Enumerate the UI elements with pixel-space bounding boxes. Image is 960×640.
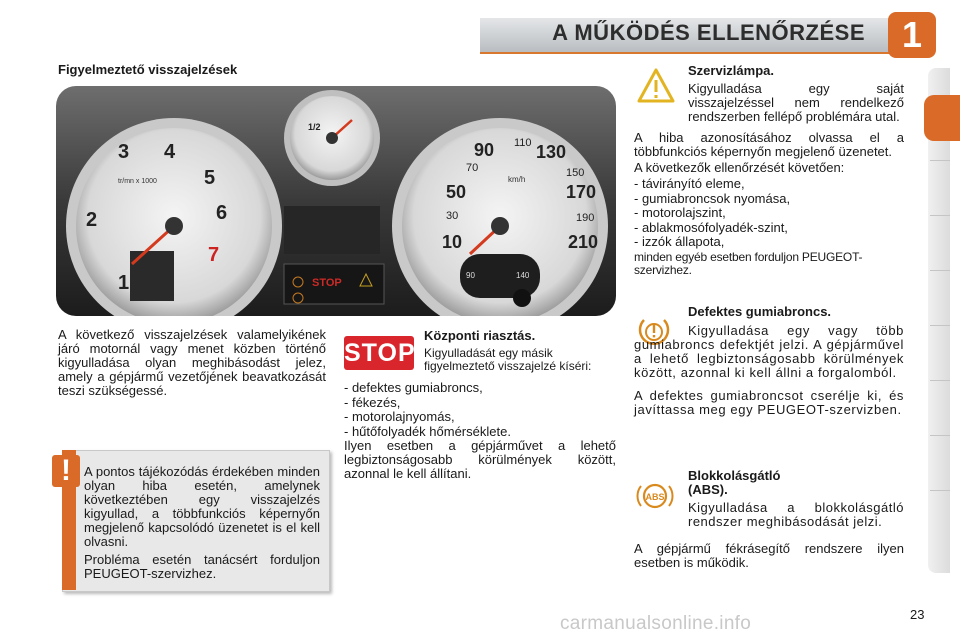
tyre-description: Kigyulladása egy vagy több gumiabroncs defektjét jelzi. A gépjárművel a lehető legbiztonságosabb körülmények között, azonnal ki kell állni a forgalomból. [634, 323, 904, 380]
speedo-number: 190 [576, 212, 595, 224]
warning-box-text: Probléma esetén tanácsért forduljon PEUGEOT-szervizhez. [84, 552, 320, 581]
list-item: - fékezés, [344, 396, 619, 411]
abs-description: Kigyulladása a blokkolásgátló rendszer meghibásodását jelzi. [688, 500, 904, 529]
watermark: carmanualsonline.info [560, 613, 752, 634]
page-number: 23 [910, 607, 925, 622]
abs-title: Blokkolásgátló (ABS). [688, 468, 781, 497]
stop-instruction: Ilyen esetben a gépjárművet a lehető legbiztonságosabb körülmények között, azonnal le kell állítani. [344, 438, 616, 481]
speedo-number: 10 [442, 232, 463, 252]
abs-warning-icon [636, 480, 674, 512]
speedo-number: 150 [566, 167, 585, 179]
list-item: - izzók állapota, [634, 235, 906, 250]
service-description: Kigyulladása egy saját visszajelzéssel nem rendelkező rendszerben fellépő problémára utal. [688, 81, 904, 124]
stop-light: STOP [312, 277, 342, 289]
service-warning-icon [636, 67, 676, 105]
service-title: Szervizlámpa. [688, 63, 774, 78]
tach-number: 7 [208, 244, 220, 266]
list-item: - ablakmosófolyadék-szint, [634, 221, 906, 236]
instrument-cluster-image [56, 86, 616, 316]
list-item: - távirányító eleme, [634, 177, 906, 192]
intro-text: A következő visszajelzések valamelyikének járó motornál vagy menet közben történő kigyulladása olyan meghibásodást jelez, amely a gépjármű vezetőjének beavatkozását teszi szükségessé. [58, 327, 326, 398]
service-checks-list [634, 177, 906, 250]
speedo-number: 170 [566, 182, 597, 202]
speedo-hub [491, 217, 509, 235]
temp-scale-label: 140 [516, 271, 530, 280]
tab-divider [930, 215, 950, 216]
warning-box-content [84, 465, 320, 581]
fuel-hub [326, 132, 338, 144]
tab-divider [930, 380, 950, 381]
fuel-scale-label: 1/2 [308, 122, 321, 132]
list-item: - hűtőfolyadék hőmérséklete. [344, 425, 619, 440]
speedo-number: 30 [446, 210, 459, 222]
service-note: minden egyéb esetben forduljon PEUGEOT-szervizhez. [634, 250, 863, 277]
tab-divider [930, 160, 950, 161]
service-text: A hiba azonosításához olvassa el a többfunkciós képernyőn megjelenő üzenetet. [634, 130, 904, 159]
stop-description: Kigyulladását egy másik figyelmeztető visszajelzé kíséri: [424, 346, 592, 373]
tach-number: 2 [86, 209, 98, 231]
center-screen [284, 206, 380, 254]
speedo-unit: km/h [508, 175, 526, 184]
tyre-text: A defektes gumiabroncsot cserélje ki, és javíttassa meg egy PEUGEOT-szervizben. [634, 388, 904, 417]
chapter-tab-strip [928, 68, 950, 573]
tach-number: 1 [118, 272, 130, 294]
speedo-number: 130 [536, 142, 567, 162]
tab-divider [930, 435, 950, 436]
warning-box-text: A pontos tájékozódás érdekében minden olyan hiba esetén, amelynek következtében egy visszajelzés kigyullad, a többfunkciós képernyőn megjelenő kapcsolódó üzenetet is el kell olvasni. [84, 464, 320, 549]
tyre-title: Defektes gumiabroncs. [688, 304, 832, 319]
tach-number: 3 [118, 141, 130, 163]
temp-scale-label: 90 [466, 271, 475, 280]
tach-number: 4 [164, 141, 176, 163]
tach-number: 6 [216, 202, 228, 224]
exclamation-icon: ! [52, 455, 80, 487]
chapter-badge: 1 [888, 12, 936, 58]
speedo-number: 70 [466, 162, 479, 174]
speedo-number: 210 [568, 232, 599, 252]
stop-causes-list [344, 381, 619, 439]
tach-unit-label: tr/mn x 1000 [118, 178, 157, 185]
chapter-tab-active[interactable] [924, 95, 960, 141]
speedo-number: 110 [514, 137, 532, 149]
list-item: - motorolajnyomás, [344, 410, 619, 425]
list-item: - gumiabroncsok nyomása, [634, 192, 906, 207]
list-item: - motorolajszint, [634, 206, 906, 221]
page-title: A MŰKÖDÉS ELLENŐRZÉSE [552, 20, 865, 45]
abs-text: A gépjármű fékrásegítő rendszere ilyen esetben is működik. [634, 541, 904, 570]
tach-hub [165, 217, 183, 235]
trip-reset-knob [513, 289, 531, 307]
tach-number: 5 [204, 167, 216, 189]
speedo-number: 50 [446, 182, 467, 202]
abs-icon-text: ABS [645, 492, 665, 502]
stop-warning-icon: STOP [344, 336, 414, 370]
tab-divider [930, 325, 950, 326]
tab-divider [930, 270, 950, 271]
service-text: A következők ellenőrzését követően: [634, 160, 845, 175]
list-item: - defektes gumiabroncs, [344, 381, 619, 396]
section-title: Figyelmeztető visszajelzések [58, 62, 238, 77]
stop-title: Központi riasztás. [424, 328, 536, 343]
speedo-number: 90 [474, 140, 495, 160]
tab-divider [930, 490, 950, 491]
